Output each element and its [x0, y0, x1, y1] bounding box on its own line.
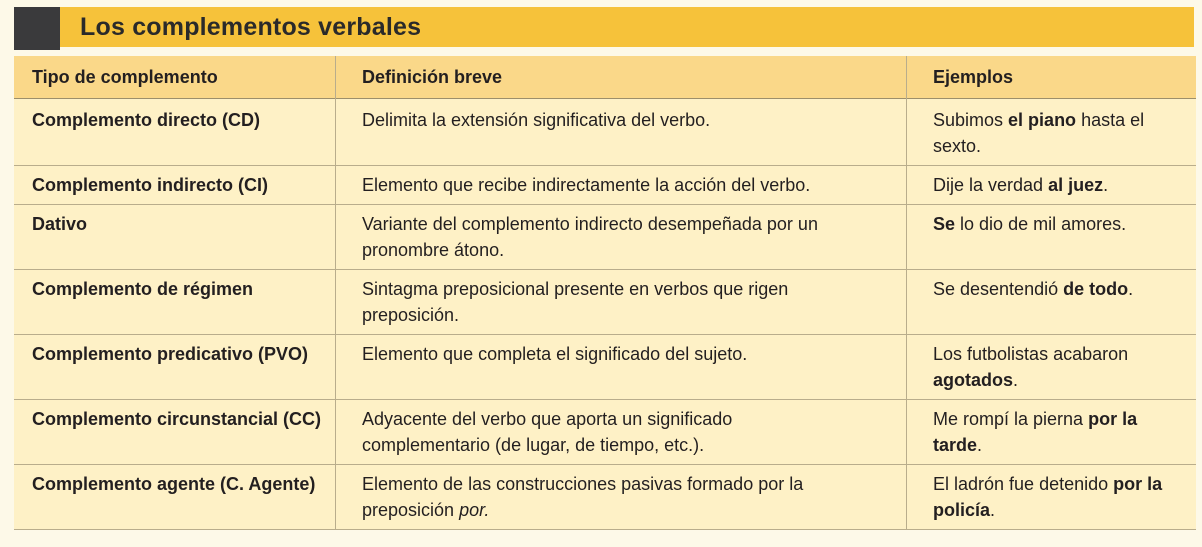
complement-example [933, 270, 1196, 308]
complement-type: Complemento predicativo (PVO) [32, 343, 309, 364]
example-highlight: al juez [1048, 174, 1104, 195]
complement-definition [362, 205, 842, 269]
complement-example [933, 400, 1196, 464]
definition-text: Delimita la extensión significativa del verbo. [362, 109, 711, 130]
header-ejemplos: Ejemplos [907, 56, 1197, 98]
example-text: . [1128, 278, 1134, 299]
example-text: hasta el sexto. [933, 109, 1145, 156]
definition-text: Variante del complemento indirecto desempeñada por un pronombre átono. [362, 213, 818, 260]
table-row [14, 98, 1196, 165]
complement-type: Complemento agente (C. Agente) [32, 473, 316, 494]
example-text: lo dio de mil amores. [955, 213, 1127, 234]
table-row [14, 399, 1196, 464]
complement-type: Complemento de régimen [32, 278, 254, 299]
complement-example [933, 99, 1196, 165]
example-highlight: por la policía [933, 473, 1163, 520]
title-marker [14, 7, 60, 50]
complement-definition [362, 400, 842, 464]
complement-example [933, 465, 1196, 529]
complement-example [933, 205, 1196, 243]
example-text: . [1103, 174, 1109, 195]
complement-definition [362, 166, 842, 204]
complement-definition [362, 270, 842, 334]
example-text: . [977, 434, 983, 455]
complement-type: Complemento directo (CD) [32, 109, 261, 130]
table-row [14, 204, 1196, 269]
complement-example [933, 335, 1196, 399]
example-highlight: Se [933, 213, 956, 234]
definition-text: Elemento que completa el significado del sujeto. [362, 343, 748, 364]
complement-definition [362, 465, 842, 529]
definition-text: Adyacente del verbo que aporta un significado complementario (de lugar, de tiempo, etc.). [362, 408, 733, 455]
example-text: Dije la verdad [933, 174, 1049, 195]
example-text: Los futbolistas acabaron [933, 343, 1129, 364]
page-title: Los complementos verbales [80, 13, 422, 41]
example-text: Subimos [933, 109, 1009, 130]
complement-example [933, 166, 1196, 204]
header-definicion: Definición breve [336, 56, 907, 98]
definition-text: Elemento que recibe indirectamente la acción del verbo. [362, 174, 811, 195]
complement-type: Complemento circunstancial (CC) [32, 408, 322, 429]
definition-text: Elemento de las construcciones pasivas formado por la preposición [362, 473, 804, 520]
definition-text: Sintagma preposicional presente en verbos que rigen preposición. [362, 278, 789, 325]
complement-definition [362, 99, 842, 139]
example-text: . [1013, 369, 1019, 390]
example-text: . [990, 499, 996, 520]
complement-definition [362, 335, 842, 373]
example-highlight: por la tarde [933, 408, 1138, 455]
example-highlight: agotados [933, 369, 1014, 390]
example-text: Se desentendió [933, 278, 1064, 299]
complements-table [14, 56, 1196, 530]
table-row [14, 464, 1196, 529]
table-row [14, 269, 1196, 334]
table-row [14, 165, 1196, 204]
example-text: Me rompí la pierna [933, 408, 1089, 429]
table-header-row [14, 56, 1196, 98]
example-text: El ladrón fue detenido [933, 473, 1114, 494]
table-row [14, 334, 1196, 399]
definition-italic-text: por. [459, 499, 490, 520]
example-highlight: el piano [1008, 109, 1077, 130]
header-tipo: Tipo de complemento [32, 67, 218, 87]
example-highlight: de todo [1063, 278, 1129, 299]
complement-type: Dativo [32, 213, 88, 234]
complement-type: Complemento indirecto (CI) [32, 174, 269, 195]
